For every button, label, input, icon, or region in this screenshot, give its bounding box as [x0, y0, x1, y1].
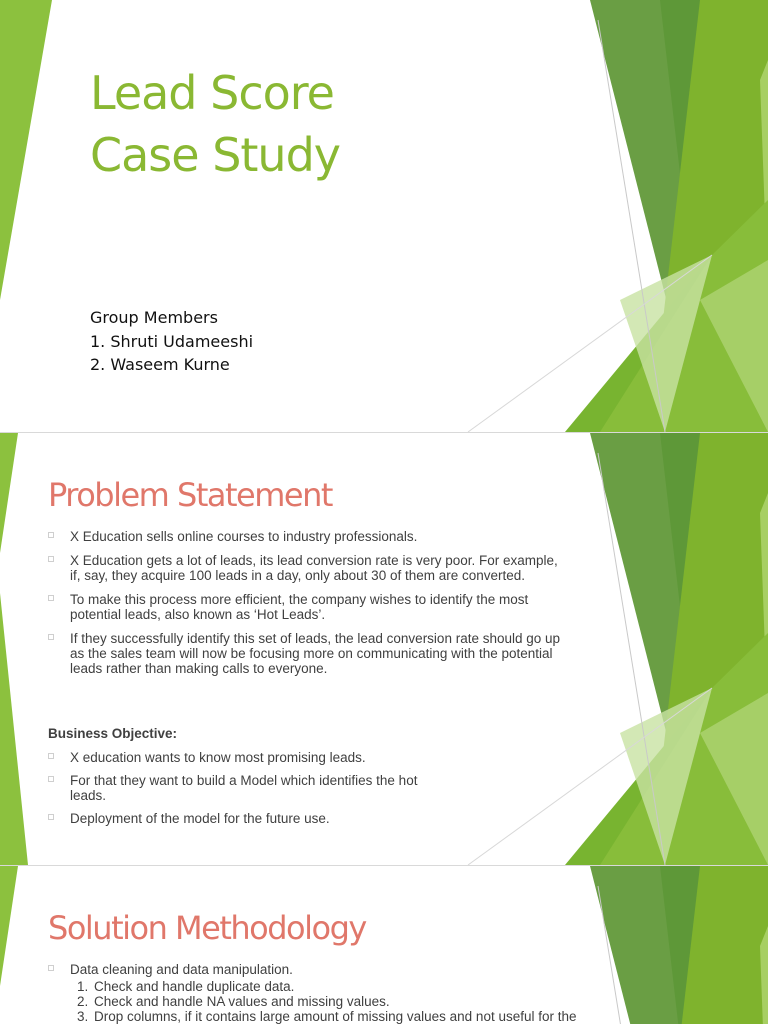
problem-statement-slide	[0, 433, 768, 865]
slide-title	[90, 62, 340, 186]
bullet-icon	[48, 556, 54, 562]
title-slide	[0, 0, 768, 432]
list-item: If they successfully identify this set of leads, the lead conversion rate should go up as the sales team will now be focusing more on communicating with the potential leads rather than making calls to everyone.	[48, 631, 568, 676]
bullet-icon	[48, 753, 54, 759]
list-item: 2. Check and handle NA values and missing values.	[92, 994, 608, 1009]
list-item: Data cleaning and data manipulation.	[48, 962, 608, 977]
list-item: 1. Check and handle duplicate data.	[92, 979, 608, 994]
business-objective-heading: Business Objective:	[48, 726, 178, 741]
methodology-bullets	[48, 962, 608, 1024]
bullet-icon	[48, 634, 54, 640]
solution-methodology-heading: Solution Methodology	[48, 909, 366, 947]
member-2: 2. Waseem Kurne	[90, 355, 230, 374]
title-line-1: Lead Score	[90, 66, 334, 120]
list-item: X Education sells online courses to industry professionals.	[48, 529, 568, 544]
list-item: Deployment of the model for the future use.	[48, 811, 568, 826]
problem-statement-heading: Problem Statement	[48, 476, 332, 514]
group-members	[90, 306, 253, 377]
business-objective	[48, 726, 568, 826]
list-item: 3. Drop columns, if it contains large amount of missing values and not useful for the	[92, 1009, 608, 1024]
members-heading: Group Members	[90, 308, 218, 327]
bullet-icon	[48, 595, 54, 601]
member-1: 1. Shruti Udameeshi	[90, 331, 254, 351]
bullet-icon	[48, 532, 54, 538]
bullet-icon	[48, 965, 54, 971]
list-item: For that they want to build a Model which identifies the hot leads.	[48, 773, 456, 803]
bullet-icon	[48, 814, 54, 820]
methodology-steps	[48, 979, 608, 1024]
list-item: X Education gets a lot of leads, its lead conversion rate is very poor. For example, if, say, they acquire 100 leads in a day, only about 30 of them are converted.	[48, 553, 568, 583]
bullet-icon	[48, 776, 54, 782]
list-item: To make this process more efficient, the company wishes to identify the most potential leads, also known as ‘Hot Leads’.	[48, 592, 568, 622]
solution-methodology-slide	[0, 866, 768, 1024]
problem-bullets	[48, 529, 568, 676]
list-item: X education wants to know most promising leads.	[48, 750, 568, 765]
title-line-2: Case Study	[90, 128, 341, 182]
